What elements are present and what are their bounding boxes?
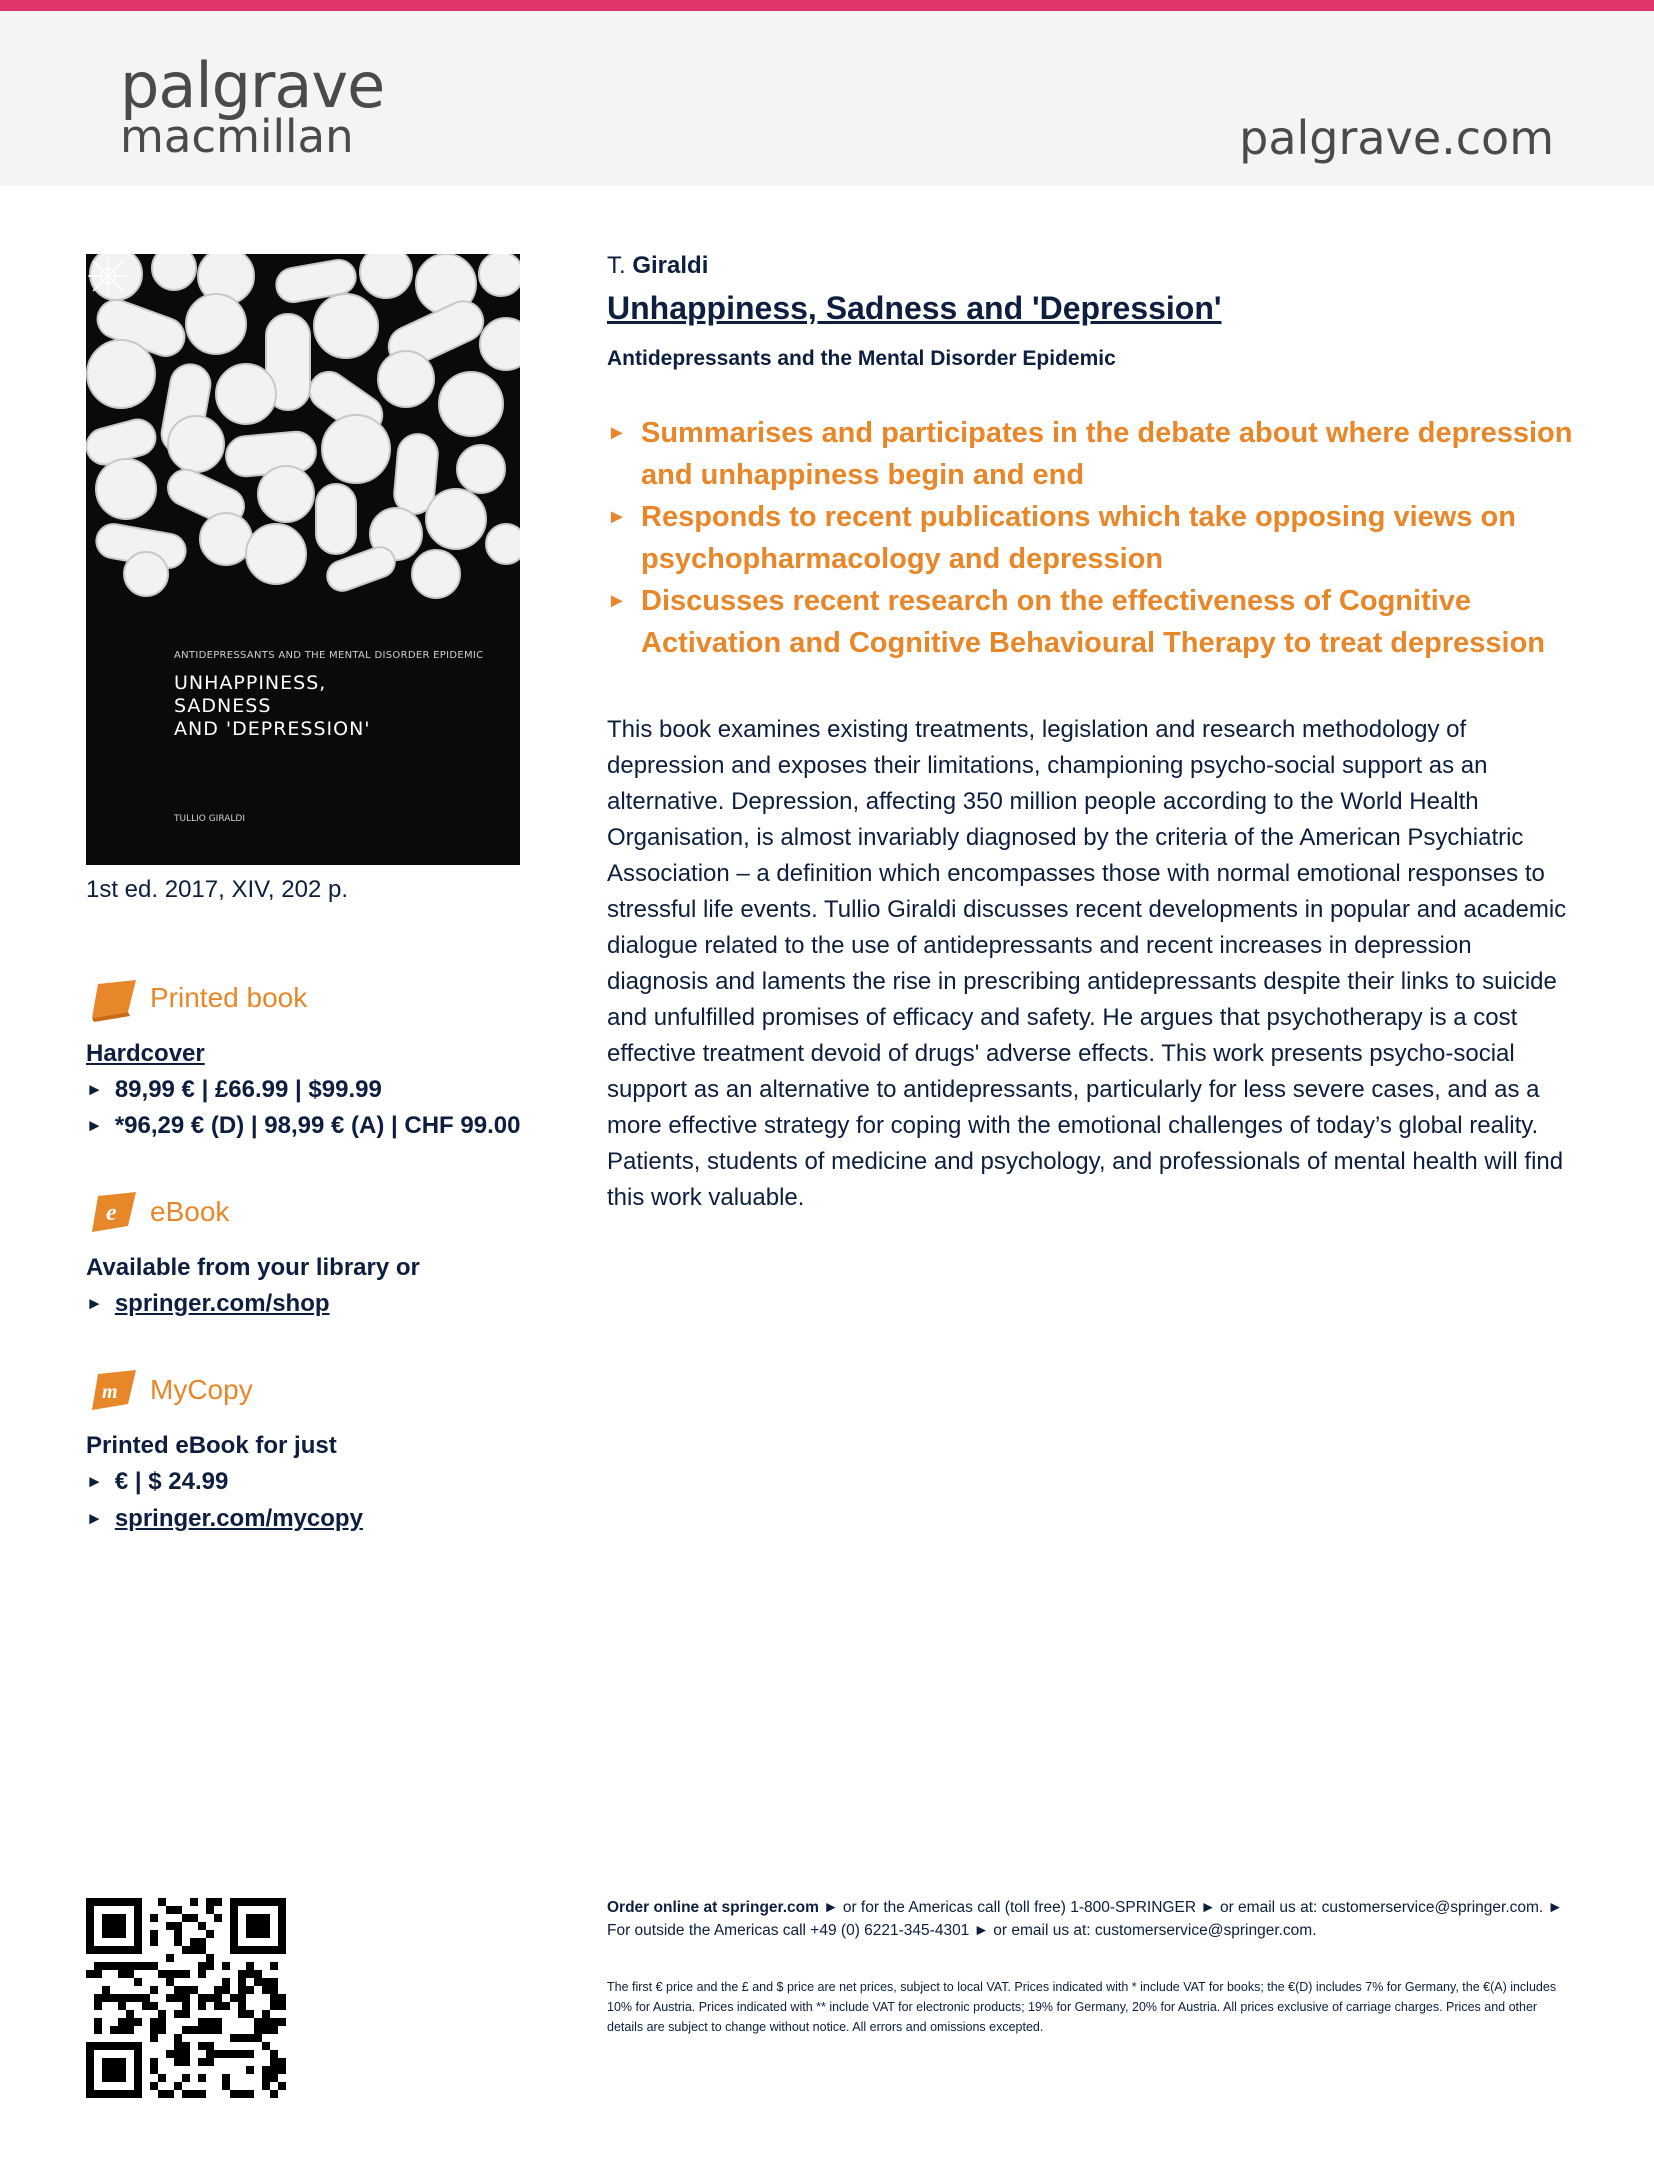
arrow-icon: ► [86,1116,103,1135]
qr-module [206,1994,214,2002]
book-author [607,252,708,280]
qr-module [150,1930,158,1938]
qr-module [278,2018,286,2026]
qr-module [230,2090,238,2098]
qr-module [182,2090,190,2098]
qr-module [94,2026,102,2034]
pill-shape [480,318,520,370]
qr-module [182,2058,190,2066]
mycopy-price-line [86,1468,228,1496]
qr-module [246,1986,254,1994]
qr-module [126,2018,134,2026]
edition-info: 1st ed. 2017, XIV, 202 p. [86,876,348,903]
qr-module [230,1994,238,2002]
pill-shape [316,484,356,554]
qr-module [126,2010,134,2018]
pill-shape [322,415,390,483]
qr-module [166,1994,174,2002]
qr-module [150,2026,158,2034]
hardcover-label[interactable]: Hardcover [86,1040,205,1067]
qr-code [86,1898,286,2098]
pill-shape [479,254,520,296]
qr-module [118,2026,126,2034]
qr-module [198,1970,206,1978]
qr-module [270,2074,278,2082]
qr-module [182,2074,190,2082]
qr-module [182,2042,190,2050]
qr-module [190,1986,198,1994]
mycopy-link-line [86,1505,363,1533]
order-online-label[interactable]: Order online at springer.com [607,1899,819,1916]
qr-module [94,2018,102,2026]
qr-module [270,1986,278,1994]
qr-module [198,2018,206,2026]
qr-module [222,1978,230,1986]
qr-module [190,1898,198,1906]
qr-module [182,2002,190,2010]
qr-module [190,1914,198,1922]
qr-module [246,1962,254,1970]
printed-book-title: Printed book [150,982,308,1013]
qr-module [102,1962,110,1970]
qr-module [278,2082,286,2090]
pill-shape [87,340,155,408]
qr-module [166,1906,174,1914]
qr-module [134,1978,142,1986]
qr-module [174,1922,182,1930]
qr-module [190,1946,198,1954]
qr-module [198,1946,206,1954]
qr-module [166,1922,174,1930]
qr-module [190,2026,198,2034]
qr-module [150,1986,158,1994]
qr-module [238,2002,246,2010]
qr-module [110,1962,118,1970]
qr-module [278,2066,286,2074]
qr-module [198,1938,206,1946]
qr-module [246,1914,270,1938]
feature-bullet [607,496,1597,580]
qr-module [254,1978,262,1986]
qr-module [110,2026,118,2034]
qr-module [254,1970,262,1978]
qr-module [262,2026,270,2034]
qr-module [158,2026,166,2034]
qr-module [246,2090,254,2098]
brand-logo-line1: palgrave [120,49,385,122]
qr-module [262,1978,270,1986]
qr-module [182,1986,190,1994]
qr-module [150,2082,158,2090]
qr-module [262,2018,270,2026]
qr-module [150,1938,158,1946]
qr-module [166,2090,174,2098]
qr-module [222,1962,230,1970]
qr-module [174,1994,182,2002]
qr-module [198,1962,206,1970]
pill-shape [426,489,486,549]
qr-module [222,2050,230,2058]
qr-module [270,2066,278,2074]
qr-module [206,2050,214,2058]
qr-module [190,2090,198,2098]
qr-module [270,2050,278,2058]
qr-module [270,2026,278,2034]
qr-module [150,2034,158,2042]
qr-module [262,1986,270,1994]
book-description: This book examines existing treatments, legislation and research methodology of depression and exposes their limitations, championing psycho-social support as an alternative. Depression, affecting 350 million people according to the World Health Organisation, is almost invariably diagnosed by the criteria of the American Psychiatric Association – a definition which encompasses those with normal emotional responses to stressful life events. Tullio Giraldi discusses recent developments in popular and academic dialogue related to the use of antidepressants and recent increases in depression diagnosis and laments the rise in prescribing antidepressants despite their links to suicide and unfulfilled promises of efficacy and safety. He argues that psychotherapy is a cost effective treatment devoid of drugs' adverse effects. This work presents psycho-social support as an alternative to antidepressants, particularly for less severe cases, and as a more effective strategy for coping with the emotional challenges of today’s global reality. Patients, students of medicine and psychology, and professionals of mental health will find this work valuable. [607,716,1567,1211]
ebook-icon [88,1190,140,1236]
pill-shape [168,416,224,472]
pill-shape [96,459,156,519]
qr-module [238,1970,246,1978]
brand-logo-line2: macmillan [120,110,354,163]
qr-module [126,2026,134,2034]
pill-shape [186,294,246,354]
qr-module [246,2066,254,2074]
qr-module [166,1954,174,1962]
qr-module [158,2010,166,2018]
qr-module [206,1930,214,1938]
mycopy-link[interactable]: springer.com/mycopy [114,1505,363,1532]
cover-author: TULLIO GIRALDI [174,814,245,824]
qr-module [206,2058,214,2066]
qr-module [174,1906,182,1914]
qr-module [214,2002,222,2010]
qr-module [118,2018,126,2026]
qr-module [262,2042,270,2050]
qr-module [182,1970,190,1978]
qr-module [118,1970,126,1978]
qr-module [158,1970,166,1978]
qr-module [174,1938,182,1946]
qr-module [182,2050,190,2058]
qr-module [254,2018,262,2026]
qr-module [174,1986,182,1994]
qr-module [214,1914,222,1922]
pill-shape [200,513,252,565]
qr-module [246,2034,254,2042]
book-subtitle: Antidepressants and the Mental Disorder Epidemic [607,347,1116,370]
qr-module [238,2050,246,2058]
arrow-icon: ► [86,1294,103,1313]
qr-module [158,2018,166,2026]
arrow-icon: ► [607,506,627,528]
pill-shape [486,524,520,564]
qr-module [198,2090,206,2098]
qr-module [270,2090,278,2098]
ebook-shop-link[interactable]: springer.com/shop [114,1290,330,1317]
qr-module [214,1986,222,1994]
book-cover [86,254,520,865]
site-link[interactable]: palgrave.com [1239,111,1554,165]
qr-module [254,2026,262,2034]
qr-module [174,2034,182,2042]
ebook-link-line [86,1290,330,1318]
pill-shape [378,351,434,407]
feature-text: Responds to recent publications which take opposing views on psychopharmacology and depression [641,501,1516,575]
pill-shape [246,524,306,584]
qr-module [142,1994,150,2002]
arrow-icon: ► [607,422,627,444]
qr-module [270,1978,278,1986]
qr-module [182,1994,190,2002]
qr-module [150,2018,158,2026]
qr-module [214,2018,222,2026]
qr-module [270,2002,278,2010]
qr-module [94,2002,102,2010]
qr-module [102,2058,126,2082]
qr-module [246,2010,254,2018]
qr-module [214,1898,222,1906]
qr-module [174,2010,182,2018]
qr-module [190,1938,198,1946]
qr-module [166,1970,174,1978]
qr-module [94,1994,102,2002]
qr-module [198,1994,206,2002]
qr-module [198,2042,206,2050]
qr-module [182,2010,190,2018]
qr-module [278,2002,286,2010]
qr-module [230,2050,238,2058]
qr-module [166,2050,174,2058]
qr-module [262,2010,270,2018]
pill-shape [439,372,503,436]
qr-module [134,2018,142,2026]
qr-module [158,2074,166,2082]
qr-module [270,2018,278,2026]
qr-module [142,2002,150,2010]
qr-module [118,2002,126,2010]
hardcover-price-line [86,1112,520,1140]
qr-module [150,2066,158,2074]
qr-module [166,1978,174,1986]
pill-shape [360,254,412,298]
qr-module [126,1962,134,1970]
mycopy-description: Printed eBook for just [86,1432,337,1459]
qr-module [150,1962,158,1970]
qr-module [158,2090,166,2098]
qr-module [198,2074,206,2082]
qr-module [150,2058,158,2066]
qr-module [270,1962,278,1970]
qr-module [262,2082,270,2090]
qr-module [246,2050,254,2058]
mycopy-icon [88,1368,140,1414]
arrow-icon: ► [86,1080,103,1099]
ebook-title: eBook [150,1196,230,1227]
qr-module [102,1914,126,1938]
feature-text: Discusses recent research on the effectiveness of Cognitive Activation and Cognitive Behavioural Therapy to treat depression [641,585,1546,659]
price-text: *96,29 € (D) | 98,99 € (A) | CHF 99.00 [114,1112,521,1139]
qr-module [182,2026,190,2034]
pill-shape [412,550,460,598]
qr-module [150,1914,158,1922]
publisher-star-icon [86,254,130,298]
pill-shape [258,466,314,522]
qr-module [222,2002,230,2010]
qr-module [198,2026,206,2034]
qr-module [238,1978,246,1986]
pills-image [86,254,520,865]
qr-module [270,1994,278,2002]
feature-bullet [607,580,1597,664]
qr-module [238,1986,246,1994]
cover-title [174,672,474,741]
qr-module [278,1994,286,2002]
pill-shape [314,294,378,358]
qr-module [238,2034,246,2042]
qr-module [214,2050,222,2058]
author-surname: Giraldi [632,252,709,279]
qr-module [230,2034,238,2042]
feature-text: Summarises and participates in the debate about where depression and unhappiness begin and end [641,417,1573,491]
qr-module [174,1930,182,1938]
qr-module [206,2042,214,2050]
qr-module [238,2090,246,2098]
qr-module [254,2034,262,2042]
qr-module [214,1994,222,2002]
cover-subtitle: ANTIDEPRESSANTS AND THE MENTAL DISORDER EPIDEMIC [174,650,484,661]
book-icon [88,978,140,1022]
qr-module [150,2002,158,2010]
pill-shape [152,254,196,290]
qr-module [262,2074,270,2082]
qr-module [102,1986,110,1994]
book-title[interactable]: Unhappiness, Sadness and 'Depression' [607,290,1222,326]
cover-title-line: SADNESS [174,695,272,717]
qr-module [174,2042,182,2050]
qr-module [238,2010,246,2018]
feature-bullets [607,412,1597,664]
qr-module [206,1954,214,1962]
order-contact-text: ► or for the Americas call (toll free) 1-800-SPRINGER ► or email us at: customerservice@springer.com. ► For outside the Americas call +49 (0) 6221-345-4301 ► or email us at: customerservice@springer.com. [607,1899,1563,1939]
pill-shape [124,552,168,596]
mycopy-title: MyCopy [150,1374,253,1405]
arrow-icon: ► [86,1509,103,1528]
svg-text:m: m [102,1381,118,1403]
qr-module [94,1962,102,1970]
pill-shape [216,364,276,424]
qr-module [142,1962,150,1970]
qr-module [206,1898,214,1906]
legal-notice: The first € price and the £ and $ price are net prices, subject to local VAT. Prices indicated with * include VAT for books; the €(D) includes 7% for Germany, the €(A) includes 10% for Austria. Prices indicated with ** include VAT for electronic products; 19% for Germany, 20% for Austria. All prices exclusive of carriage charges. Prices and other details are subject to change without notice. All errors and omissions excepted. [607,1980,1557,2034]
author-initial: T. [607,252,626,279]
qr-module [86,1970,94,1978]
qr-module [126,1994,134,2002]
qr-module [134,1962,142,1970]
qr-module [246,1970,254,1978]
pill-shape [457,445,505,493]
qr-module [174,2058,182,2066]
top-accent-bar [0,0,1654,11]
qr-module [222,2074,230,2082]
qr-module [102,1994,110,2002]
qr-module [174,2082,182,2090]
ebook-availability: Available from your library or [86,1254,420,1281]
price-text: € | $ 24.99 [114,1468,229,1495]
qr-module [206,1906,214,1914]
qr-module [278,2058,286,2066]
qr-module [182,1914,190,1922]
qr-module [198,2002,206,2010]
qr-module [134,1994,142,2002]
order-info [607,1896,1567,1942]
qr-module [262,2066,270,2074]
price-text: 89,99 € | £66.99 | $99.99 [114,1076,382,1103]
qr-module [118,1962,126,1970]
hardcover-price-line [86,1076,382,1104]
header [0,11,1654,186]
qr-module [182,1946,190,1954]
qr-module [206,2026,214,2034]
qr-module [94,1970,102,1978]
qr-module [270,2058,278,2066]
qr-module [158,1898,166,1906]
qr-module [206,2018,214,2026]
cover-title-line: UNHAPPINESS, [174,672,327,694]
feature-bullet [607,412,1597,496]
qr-module [110,1994,118,2002]
qr-module [222,1986,230,1994]
cover-title-line: AND 'DEPRESSION' [174,718,371,740]
qr-module [126,1970,134,1978]
svg-text:e: e [106,1200,117,1226]
qr-module [198,1922,206,1930]
qr-module [174,2050,182,2058]
qr-module [174,1970,182,1978]
qr-module [214,2026,222,2034]
qr-module [206,1962,214,1970]
qr-module [198,2058,206,2066]
qr-module [238,1994,246,2002]
qr-module [118,1994,126,2002]
arrow-icon: ► [86,1472,103,1491]
qr-module [222,2082,230,2090]
arrow-icon: ► [607,590,627,612]
